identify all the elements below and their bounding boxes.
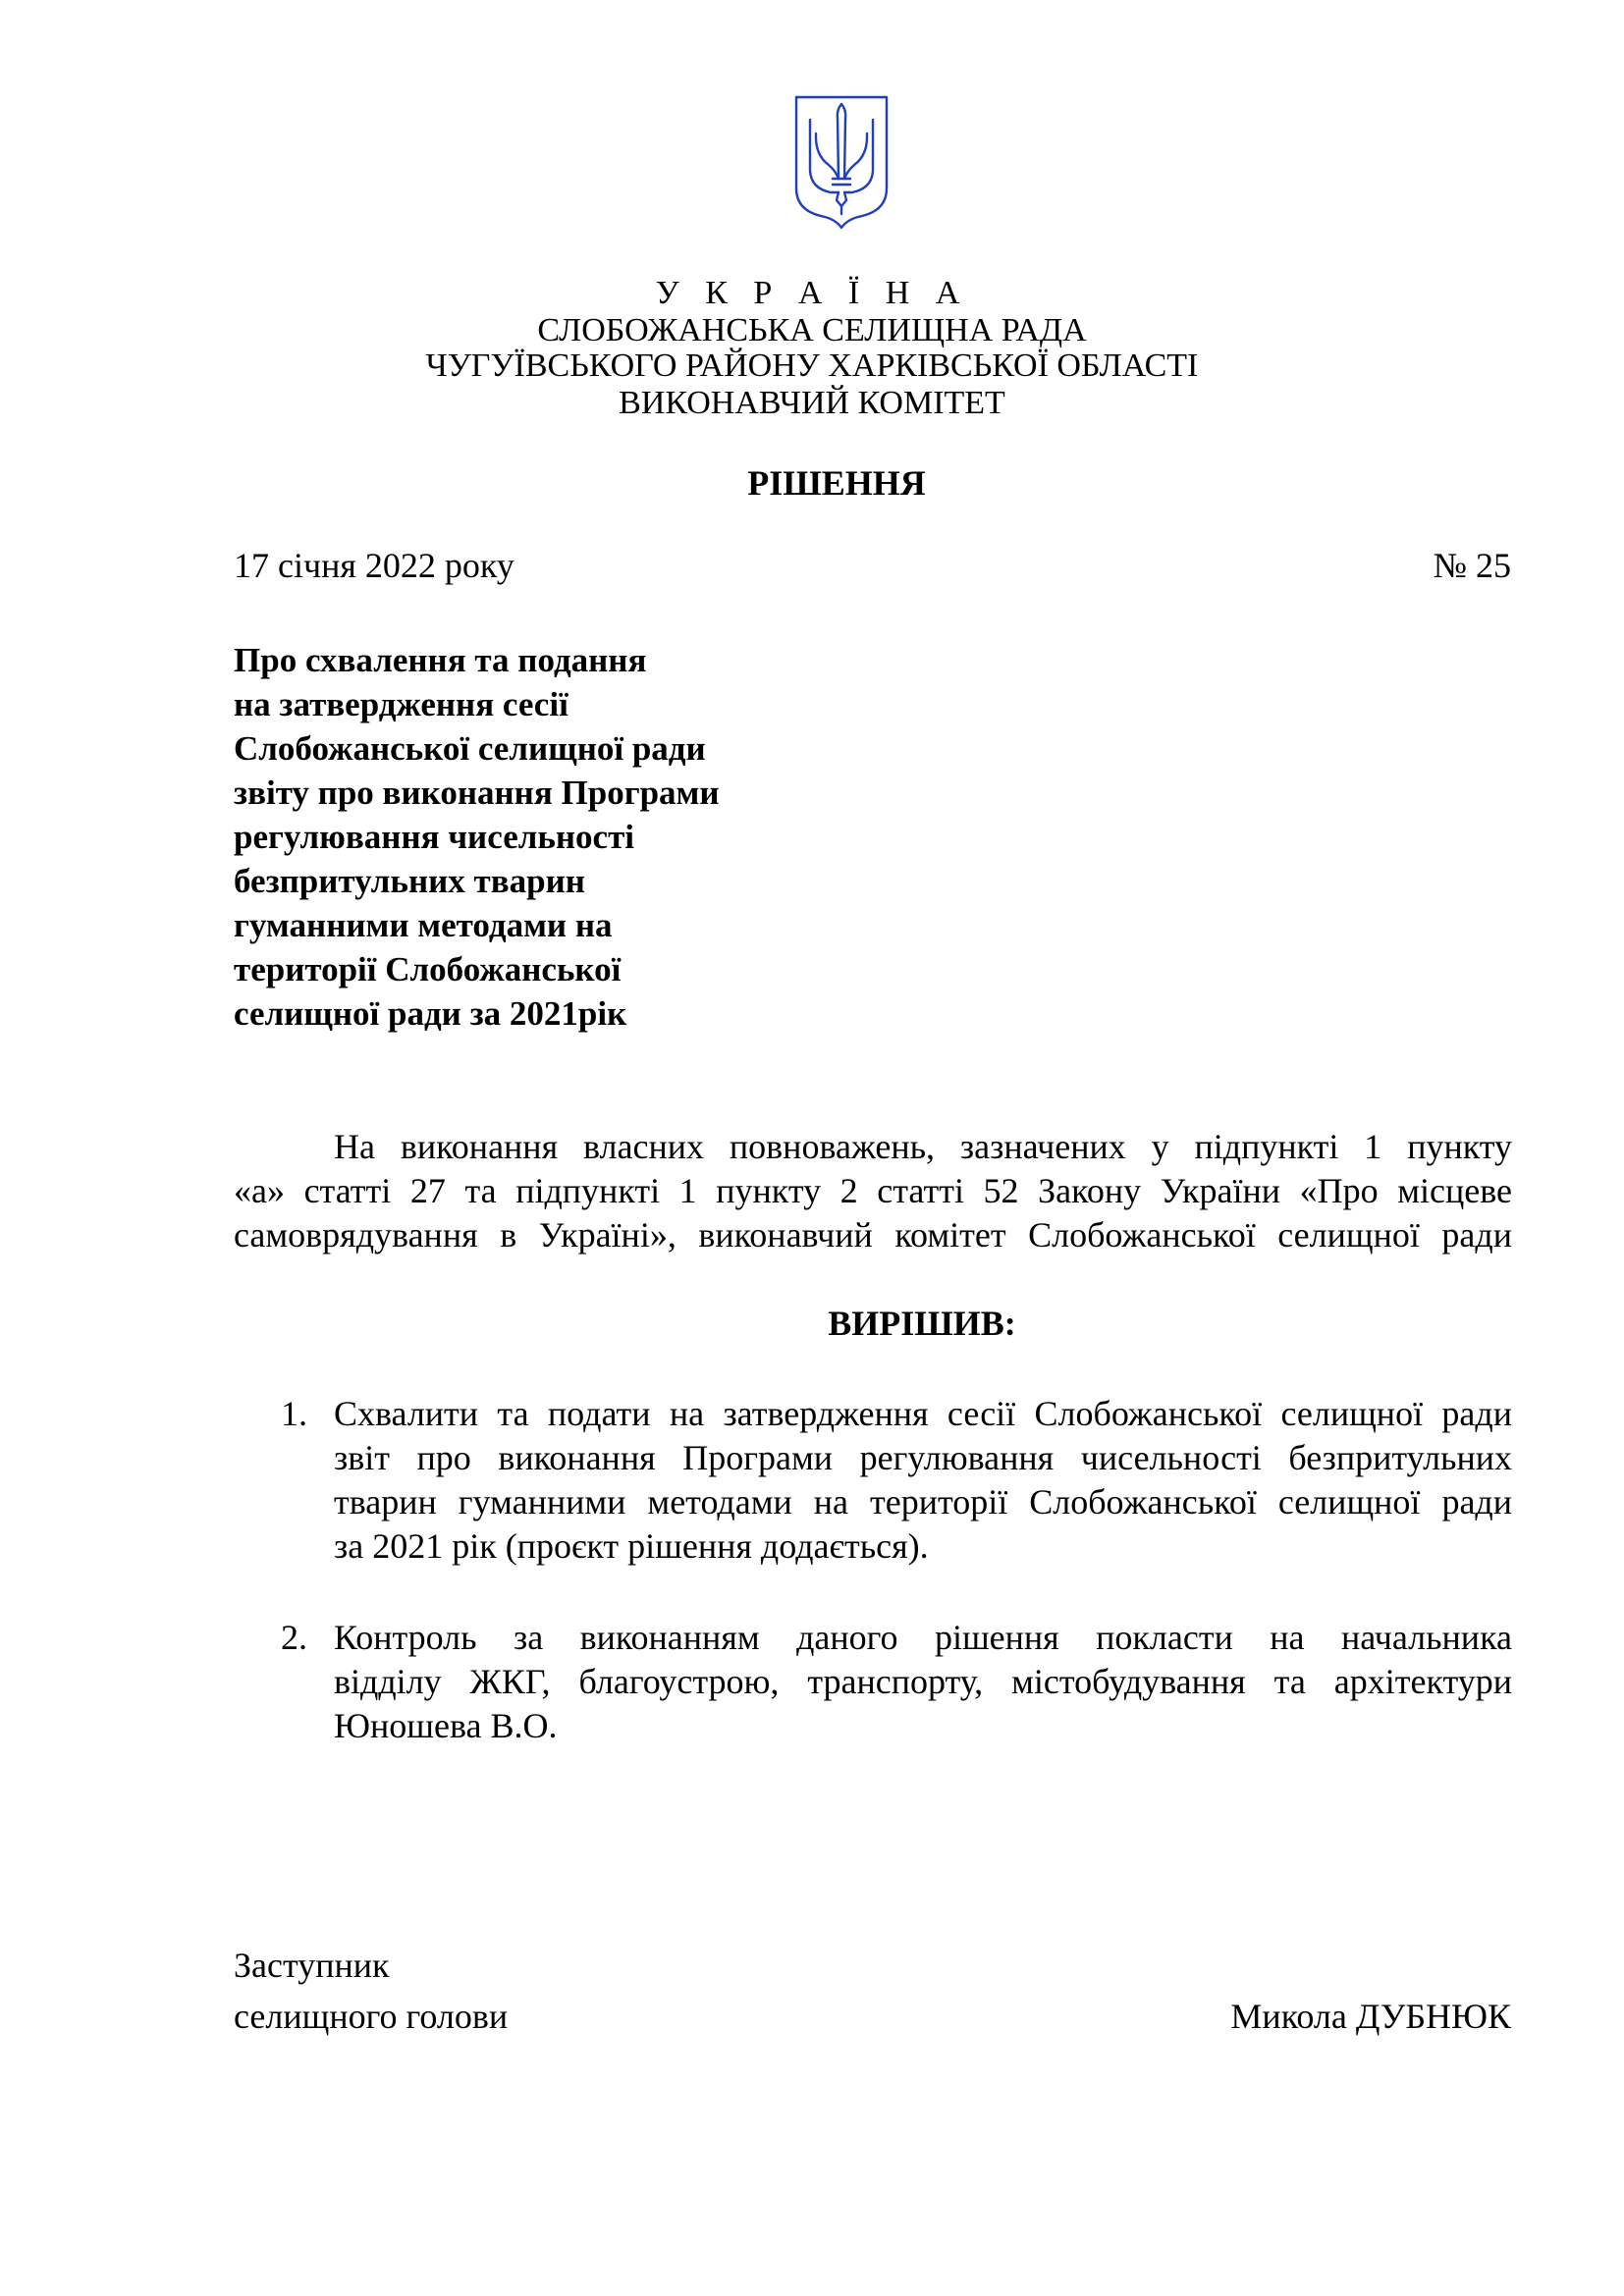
- document-date: 17 січня 2022 року: [234, 546, 514, 585]
- decision-item-line: звіт про виконання Програми регулювання чисельності безпритульних: [334, 1438, 1512, 1477]
- decision-item-line: Контроль за виконанням даного рішення покласти на начальника: [334, 1618, 1512, 1657]
- subject-line: селищної ради за 2021рік: [234, 994, 627, 1033]
- signatory-position: [234, 1940, 508, 2042]
- header-district: ЧУГУЇВСЬКОГО РАЙОНУ ХАРКІВСЬКОЇ ОБЛАСТІ: [425, 347, 1199, 384]
- decision-item-line: Схвалити та подати на затвердження сесії Слобожанської селищної ради: [334, 1394, 1512, 1433]
- signatory-name: Микола ДУБНЮК: [1230, 1997, 1511, 2036]
- document-number: № 25: [1433, 546, 1511, 585]
- decided-heading: ВИРІШИВ:: [828, 1304, 1016, 1343]
- document-title: РІШЕННЯ: [747, 463, 926, 503]
- decision-item-line: тварин гуманними методами на території Слобожанської селищної ради: [334, 1482, 1512, 1522]
- decision-item-number: 1.: [281, 1394, 307, 1433]
- subject-line: Про схвалення та подання: [234, 641, 647, 679]
- decision-item-number: 2.: [281, 1618, 307, 1657]
- signatory-position-line: селищного голови: [234, 1997, 509, 2036]
- subject-line: території Слобожанської: [234, 950, 622, 988]
- decision-item-text: [334, 1392, 1512, 1569]
- preamble-line: На виконання власних повноважень, зазначених у підпункті 1 пункту: [334, 1127, 1512, 1166]
- preamble-line: «а» статті 27 та підпункті 1 пункту 2 статті 52 Закону України «Про місцеве: [234, 1171, 1512, 1210]
- subject-line: гуманними методами на: [234, 906, 613, 944]
- header-council: СЛОБОЖАНСЬКА СЕЛИЩНА РАДА: [537, 312, 1087, 348]
- header-country: У К Р А Ї Н А: [655, 275, 969, 311]
- decision-item-line: за 2021 рік (проєкт рішення додається).: [334, 1526, 929, 1566]
- subject-line: на затвердження сесії: [234, 685, 568, 723]
- decision-item-line: Юношева В.О.: [334, 1706, 558, 1745]
- decision-item-line: відділу ЖКГ, благоустрою, транспорту, містобудування та архітектури: [334, 1662, 1512, 1701]
- subject-block: [234, 638, 823, 1036]
- preamble-paragraph: [234, 1125, 1512, 1257]
- subject-line: безпритульних тварин: [234, 862, 585, 900]
- subject-line: регулювання чисельності: [234, 818, 634, 856]
- header-committee: ВИКОНАВЧИЙ КОМІТЕТ: [619, 385, 1005, 421]
- signatory-position-line: Заступник: [234, 1946, 390, 1985]
- subject-line: звіту про виконання Програми: [234, 774, 720, 812]
- preamble-line: самоврядування в Україні», виконавчий комітет Слобожанської селищної ради: [234, 1215, 1512, 1255]
- subject-line: Слобожанської селищної ради: [234, 729, 706, 768]
- trident-emblem-icon: [793, 94, 890, 230]
- decision-item-text: [334, 1616, 1512, 1748]
